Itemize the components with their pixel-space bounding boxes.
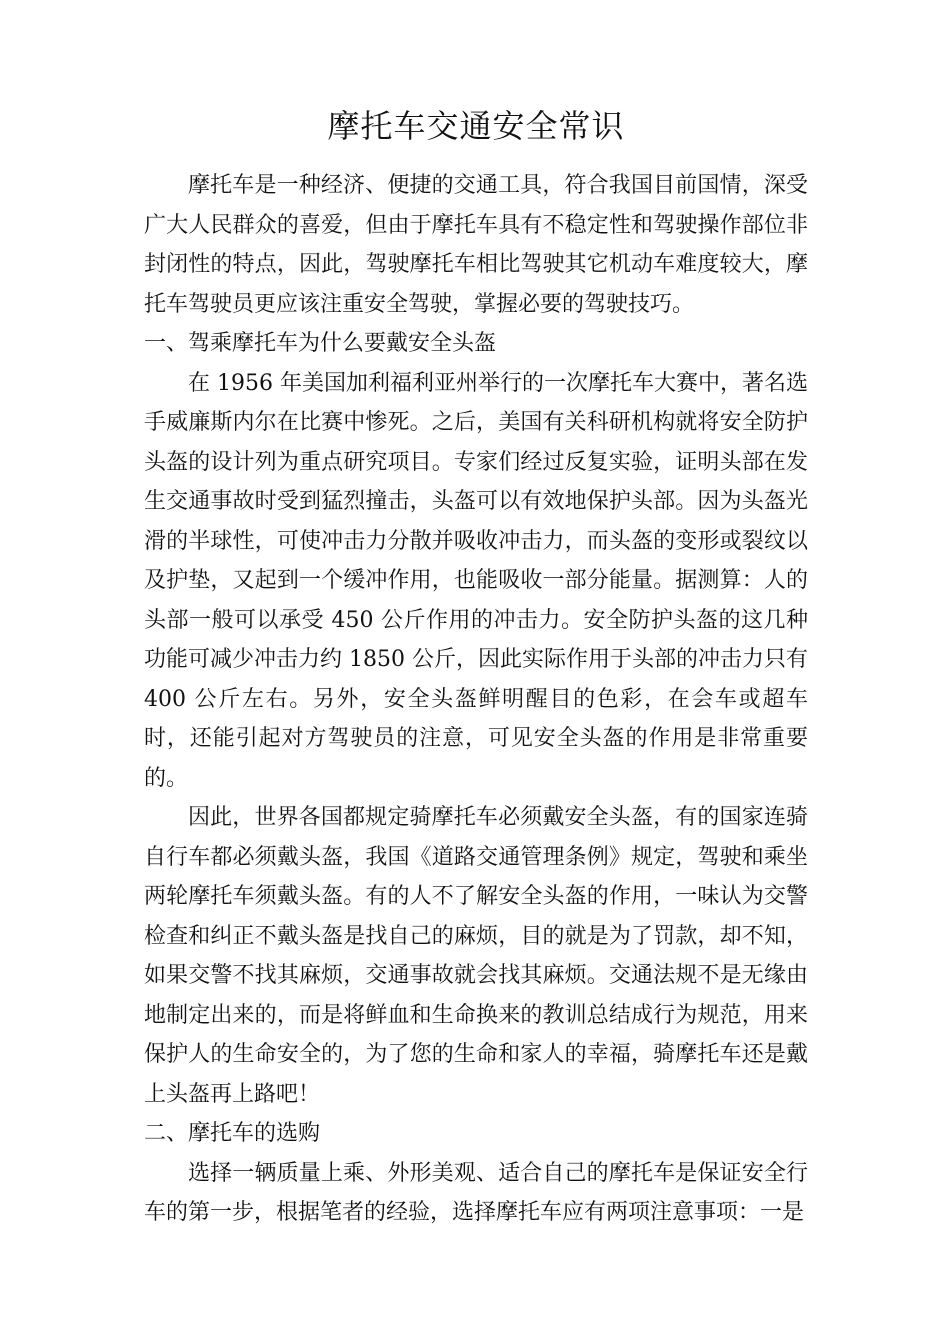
helmet-history-paragraph: 在 1956 年美国加利福利亚州举行的一次摩托车大赛中，著名选手威廉斯内尔在比赛中惨死。之后，美国有关科研机构就将安全防护头盔的设计列为重点研究项目。专家们经过反复实验，证明头部在发生交通事故时受到猛烈撞击，头盔可以有效地保护头部。因为头盔光滑的半球性，可使冲击力分散并吸收冲击力，而头盔的变形或裂纹以及护垫，又起到一个缓冲作用，也能吸收一部分能量。据测算：人的头部一般可以承受 450 公斤作用的冲击力。安全防护头盔的这几种功能可减少冲击力约 1850 公斤，因此实际作用于头部的冲击力只有 400 公斤左右。另外，安全头盔鲜明醒目的色彩，在会车或超车时，还能引起对方驾驶员的注意，可见安全头盔的作用是非常重要的。 (144, 370, 808, 791)
section-heading-purchase: 二、摩托车的选购 (144, 1121, 321, 1146)
document-title: 摩托车交通安全常识 (327, 107, 625, 145)
document-body (144, 100, 808, 1233)
purchase-paragraph: 选择一辆质量上乘、外形美观、适合自己的摩托车是保证安全行车的第一步，根据笔者的经验，选择摩托车应有两项注意事项：一是 (144, 1160, 808, 1225)
section-heading-helmet: 一、驾乘摩托车为什么要戴安全头盔 (144, 331, 497, 356)
helmet-regulation-paragraph: 因此，世界各国都规定骑摩托车必须戴安全头盔，有的国家连骑自行车都必须戴头盔，我国《道路交通管理条例》规定，驾驶和乘坐两轮摩托车须戴头盔。有的人不了解安全头盔的作用，一味认为交警检查和纠正不戴头盔是找自己的麻烦，目的就是为了罚款，却不知，如果交警不找其麻烦，交通事故就会找其麻烦。交通法规不是无缘由地制定出来的，而是将鲜血和生命换来的教训总结成行为规范，用来保护人的生命安全的，为了您的生命和家人的幸福，骑摩托车还是戴上头盔再上路吧！ (144, 805, 808, 1107)
intro-paragraph: 摩托车是一种经济、便捷的交通工具，符合我国目前国情，深受广大人民群众的喜爱，但由于摩托车具有不稳定性和驾驶操作部位非封闭性的特点，因此，驾驶摩托车相比驾驶其它机动车难度较大，摩托车驾驶员更应该注重安全驾驶，掌握必要的驾驶技巧。 (144, 173, 808, 317)
